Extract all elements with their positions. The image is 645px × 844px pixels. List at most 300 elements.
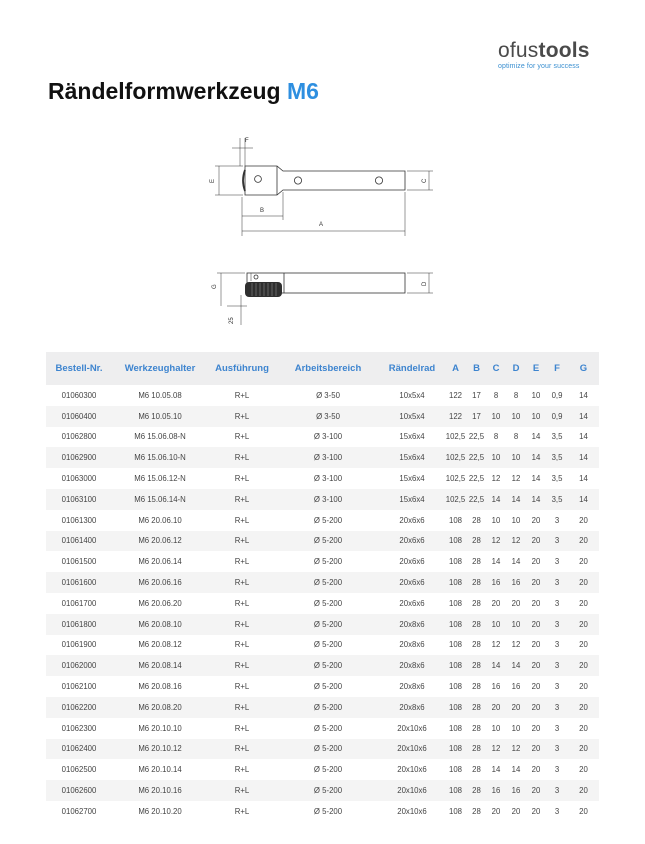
cell-werkzeughalter: M6 15.06.12-N xyxy=(134,474,186,484)
cell-b: 17 xyxy=(472,411,481,421)
cell-bestell-nr: 01063000 xyxy=(61,474,97,484)
cell-raendelrad: 20x8x6 xyxy=(399,640,425,650)
cell-g: 20 xyxy=(579,557,588,567)
cell-raendelrad: 20x10x6 xyxy=(397,723,427,733)
cell-raendelrad: 15x6x4 xyxy=(399,432,425,442)
cell-bestell-nr: 01060300 xyxy=(61,390,97,400)
table-row xyxy=(46,572,599,593)
cell-ausfuehrung: R+L xyxy=(234,744,250,754)
cell-e: 20 xyxy=(531,619,541,629)
table-row xyxy=(46,676,599,697)
cell-g: 20 xyxy=(579,702,588,712)
cell-g: 20 xyxy=(579,765,588,775)
cell-raendelrad: 20x6x6 xyxy=(399,536,425,546)
cell-a: 108 xyxy=(448,619,462,629)
cell-d: 12 xyxy=(511,640,521,650)
cell-bestell-nr: 01061300 xyxy=(61,515,97,525)
cell-arbeitsbereich: Ø 5-200 xyxy=(313,806,343,816)
cell-ausfuehrung: R+L xyxy=(234,786,250,796)
cell-b: 28 xyxy=(472,702,481,712)
table-row xyxy=(46,447,599,468)
cell-g: 14 xyxy=(579,432,588,442)
cell-c: 12 xyxy=(491,474,501,484)
cell-d: 10 xyxy=(511,619,521,629)
cell-g: 20 xyxy=(579,744,588,754)
cell-d: 10 xyxy=(511,411,521,421)
cell-f: 3 xyxy=(554,806,560,816)
table-row xyxy=(46,427,599,448)
cell-e: 20 xyxy=(531,536,541,546)
cell-e: 20 xyxy=(531,515,541,525)
cell-g: 20 xyxy=(579,619,588,629)
cell-arbeitsbereich: Ø 5-200 xyxy=(313,640,343,650)
cell-bestell-nr: 01062600 xyxy=(61,786,97,796)
cell-b: 28 xyxy=(472,723,481,733)
col-header-d: D xyxy=(512,363,520,374)
cell-werkzeughalter: M6 15.06.10-N xyxy=(134,453,186,463)
cell-raendelrad: 20x6x6 xyxy=(399,598,425,608)
cell-b: 28 xyxy=(472,786,481,796)
spec-table-body xyxy=(46,385,599,822)
cell-werkzeughalter: M6 20.08.14 xyxy=(138,661,182,671)
table-row xyxy=(46,759,599,780)
cell-ausfuehrung: R+L xyxy=(234,682,250,692)
cell-f: 3 xyxy=(554,536,560,546)
col-header-raendelrad: Rändelrad xyxy=(388,363,436,374)
cell-e: 14 xyxy=(531,432,541,442)
cell-raendelrad: 10x5x4 xyxy=(399,390,425,400)
table-row xyxy=(46,510,599,531)
cell-arbeitsbereich: Ø 5-200 xyxy=(313,702,343,712)
cell-f: 3,5 xyxy=(551,474,563,484)
col-header-g: G xyxy=(579,363,588,374)
cell-g: 20 xyxy=(579,682,588,692)
cell-e: 20 xyxy=(531,744,541,754)
cell-a: 122 xyxy=(448,411,462,421)
cell-c: 20 xyxy=(491,702,501,712)
cell-c: 20 xyxy=(491,806,501,816)
cell-b: 22,5 xyxy=(468,494,485,504)
cell-werkzeughalter: M6 15.06.08-N xyxy=(134,432,186,442)
cell-c: 10 xyxy=(491,723,501,733)
cell-c: 10 xyxy=(491,619,501,629)
cell-f: 3 xyxy=(554,515,560,525)
cell-a: 108 xyxy=(448,806,462,816)
cell-c: 12 xyxy=(491,744,501,754)
cell-e: 20 xyxy=(531,661,541,671)
cell-f: 3 xyxy=(554,682,560,692)
brand-logo xyxy=(498,40,608,70)
cell-arbeitsbereich: Ø 3-100 xyxy=(313,494,343,504)
cell-arbeitsbereich: Ø 5-200 xyxy=(313,765,343,775)
cell-e: 20 xyxy=(531,682,541,692)
cell-b: 28 xyxy=(472,661,481,671)
cell-b: 22,5 xyxy=(468,453,485,463)
side-view-drawing xyxy=(217,273,433,325)
cell-g: 20 xyxy=(579,536,588,546)
cell-ausfuehrung: R+L xyxy=(234,640,250,650)
cell-bestell-nr: 01060400 xyxy=(61,411,97,421)
cell-raendelrad: 20x6x6 xyxy=(399,557,425,567)
cell-f: 3,5 xyxy=(551,453,563,463)
cell-a: 108 xyxy=(448,515,462,525)
cell-raendelrad: 20x6x6 xyxy=(399,578,425,588)
cell-ausfuehrung: R+L xyxy=(234,557,250,567)
cell-e: 14 xyxy=(531,474,541,484)
cell-c: 8 xyxy=(493,390,499,400)
cell-b: 28 xyxy=(472,744,481,754)
page-title-accent: M6 xyxy=(287,78,319,104)
cell-ausfuehrung: R+L xyxy=(234,515,250,525)
dim-label-e: E xyxy=(210,178,216,183)
cell-f: 3 xyxy=(554,578,560,588)
cell-g: 20 xyxy=(579,598,588,608)
cell-a: 108 xyxy=(448,536,462,546)
cell-f: 3,5 xyxy=(551,432,563,442)
cell-f: 3 xyxy=(554,723,560,733)
cell-ausfuehrung: R+L xyxy=(234,619,250,629)
cell-b: 28 xyxy=(472,806,481,816)
cell-b: 28 xyxy=(472,578,481,588)
cell-raendelrad: 15x6x4 xyxy=(399,453,425,463)
cell-e: 14 xyxy=(531,494,541,504)
cell-g: 20 xyxy=(579,640,588,650)
cell-f: 3 xyxy=(554,598,560,608)
cell-werkzeughalter: M6 20.06.16 xyxy=(138,578,182,588)
cell-arbeitsbereich: Ø 3-50 xyxy=(316,411,340,421)
cell-c: 10 xyxy=(491,453,501,463)
cell-arbeitsbereich: Ø 5-200 xyxy=(313,682,343,692)
cell-c: 14 xyxy=(491,661,501,671)
dim-label-25: 25 xyxy=(229,317,235,324)
cell-arbeitsbereich: Ø 5-200 xyxy=(313,661,343,671)
cell-f: 3 xyxy=(554,744,560,754)
cell-bestell-nr: 01063100 xyxy=(61,494,97,504)
cell-e: 20 xyxy=(531,786,541,796)
cell-werkzeughalter: M6 20.08.12 xyxy=(138,640,182,650)
table-row xyxy=(46,468,599,489)
cell-b: 17 xyxy=(472,390,481,400)
col-header-a: A xyxy=(452,363,459,374)
col-header-bestell-nr: Bestell-Nr. xyxy=(55,363,103,374)
table-row xyxy=(46,697,599,718)
cell-e: 20 xyxy=(531,702,541,712)
cell-arbeitsbereich: Ø 5-200 xyxy=(313,536,343,546)
cell-ausfuehrung: R+L xyxy=(234,702,250,712)
cell-ausfuehrung: R+L xyxy=(234,494,250,504)
table-row xyxy=(46,739,599,760)
cell-ausfuehrung: R+L xyxy=(234,453,250,463)
cell-ausfuehrung: R+L xyxy=(234,723,250,733)
cell-werkzeughalter: M6 20.06.20 xyxy=(138,598,182,608)
cell-d: 10 xyxy=(511,515,521,525)
cell-a: 108 xyxy=(448,682,462,692)
cell-werkzeughalter: M6 20.10.10 xyxy=(138,723,182,733)
cell-b: 28 xyxy=(472,765,481,775)
top-view-drawing xyxy=(215,138,433,236)
cell-bestell-nr: 01062900 xyxy=(61,453,97,463)
cell-a: 122 xyxy=(448,390,462,400)
cell-bestell-nr: 01061800 xyxy=(61,619,97,629)
cell-f: 3 xyxy=(554,557,560,567)
cell-d: 16 xyxy=(511,578,521,588)
cell-arbeitsbereich: Ø 5-200 xyxy=(313,619,343,629)
table-row xyxy=(46,614,599,635)
cell-e: 20 xyxy=(531,723,541,733)
cell-d: 14 xyxy=(511,765,521,775)
cell-ausfuehrung: R+L xyxy=(234,765,250,775)
cell-c: 10 xyxy=(491,515,501,525)
cell-werkzeughalter: M6 15.06.14-N xyxy=(134,494,186,504)
cell-a: 108 xyxy=(448,786,462,796)
cell-c: 16 xyxy=(491,578,501,588)
table-row xyxy=(46,385,599,406)
cell-bestell-nr: 01062000 xyxy=(61,661,97,671)
cell-f: 3 xyxy=(554,640,560,650)
cell-c: 14 xyxy=(491,765,501,775)
cell-g: 14 xyxy=(579,453,588,463)
cell-c: 12 xyxy=(491,536,501,546)
cell-g: 14 xyxy=(579,411,588,421)
logo-text-ofus: ofus xyxy=(498,39,539,62)
cell-werkzeughalter: M6 10.05.10 xyxy=(138,411,182,421)
cell-werkzeughalter: M6 20.08.20 xyxy=(138,702,182,712)
cell-werkzeughalter: M6 20.10.12 xyxy=(138,744,182,754)
cell-g: 14 xyxy=(579,494,588,504)
cell-d: 14 xyxy=(511,494,521,504)
cell-f: 3 xyxy=(554,702,560,712)
cell-arbeitsbereich: Ø 5-200 xyxy=(313,786,343,796)
cell-g: 20 xyxy=(579,515,588,525)
cell-b: 28 xyxy=(472,515,481,525)
col-header-ausfuehrung: Ausführung xyxy=(215,363,269,374)
cell-d: 12 xyxy=(511,744,521,754)
cell-bestell-nr: 01061700 xyxy=(61,598,97,608)
cell-d: 12 xyxy=(511,536,521,546)
cell-f: 3,5 xyxy=(551,494,563,504)
page-title xyxy=(48,78,319,105)
cell-arbeitsbereich: Ø 5-200 xyxy=(313,557,343,567)
cell-raendelrad: 20x8x6 xyxy=(399,702,425,712)
cell-werkzeughalter: M6 20.06.12 xyxy=(138,536,182,546)
col-header-b: B xyxy=(473,363,480,374)
dim-label-g: G xyxy=(212,284,218,289)
col-header-e: E xyxy=(532,363,540,374)
cell-d: 8 xyxy=(513,432,519,442)
cell-bestell-nr: 01061400 xyxy=(61,536,97,546)
table-row xyxy=(46,551,599,572)
cell-c: 14 xyxy=(491,494,501,504)
cell-raendelrad: 15x6x4 xyxy=(399,494,425,504)
cell-a: 102,5 xyxy=(445,432,466,442)
cell-arbeitsbereich: Ø 3-100 xyxy=(313,453,343,463)
cell-a: 108 xyxy=(448,661,462,671)
cell-werkzeughalter: M6 10.05.08 xyxy=(138,390,182,400)
spec-table xyxy=(46,352,599,822)
cell-bestell-nr: 01061500 xyxy=(61,557,97,567)
cell-f: 3 xyxy=(554,619,560,629)
dim-label-b: B xyxy=(260,208,265,214)
cell-g: 14 xyxy=(579,390,588,400)
cell-bestell-nr: 01062300 xyxy=(61,723,97,733)
cell-a: 108 xyxy=(448,723,462,733)
cell-werkzeughalter: M6 20.08.16 xyxy=(138,682,182,692)
cell-raendelrad: 20x8x6 xyxy=(399,619,425,629)
cell-g: 14 xyxy=(579,474,588,484)
cell-ausfuehrung: R+L xyxy=(234,411,250,421)
cell-raendelrad: 20x8x6 xyxy=(399,682,425,692)
table-row xyxy=(46,655,599,676)
cell-d: 16 xyxy=(511,786,521,796)
cell-ausfuehrung: R+L xyxy=(234,661,250,671)
cell-a: 108 xyxy=(448,598,462,608)
cell-bestell-nr: 01062400 xyxy=(61,744,97,754)
cell-d: 20 xyxy=(511,806,521,816)
table-row xyxy=(46,801,599,822)
cell-c: 12 xyxy=(491,640,501,650)
logo-text-tools: tools xyxy=(538,39,590,62)
cell-d: 10 xyxy=(511,453,521,463)
cell-raendelrad: 20x10x6 xyxy=(397,744,427,754)
cell-arbeitsbereich: Ø 5-200 xyxy=(313,598,343,608)
cell-c: 10 xyxy=(491,411,501,421)
cell-werkzeughalter: M6 20.06.14 xyxy=(138,557,182,567)
cell-e: 20 xyxy=(531,765,541,775)
cell-raendelrad: 15x6x4 xyxy=(399,474,425,484)
spec-table-header xyxy=(46,352,599,385)
cell-e: 10 xyxy=(531,411,541,421)
cell-g: 20 xyxy=(579,723,588,733)
cell-d: 20 xyxy=(511,702,521,712)
cell-a: 108 xyxy=(448,765,462,775)
cell-d: 20 xyxy=(511,598,521,608)
cell-werkzeughalter: M6 20.10.14 xyxy=(138,765,182,775)
dim-label-d: D xyxy=(422,281,428,286)
table-row xyxy=(46,718,599,739)
cell-raendelrad: 20x10x6 xyxy=(397,765,427,775)
col-header-arbeitsbereich: Arbeitsbereich xyxy=(294,363,362,374)
table-row xyxy=(46,531,599,552)
cell-a: 108 xyxy=(448,578,462,588)
col-header-c: C xyxy=(492,363,500,374)
knurl-wheel xyxy=(245,282,282,297)
logo-tagline: optimize for your success xyxy=(498,63,580,70)
table-row xyxy=(46,489,599,510)
cell-werkzeughalter: M6 20.06.10 xyxy=(138,515,182,525)
cell-e: 20 xyxy=(531,598,541,608)
table-row xyxy=(46,635,599,656)
technical-drawing xyxy=(195,130,445,335)
cell-bestell-nr: 01062200 xyxy=(61,702,97,712)
cell-b: 28 xyxy=(472,536,481,546)
cell-ausfuehrung: R+L xyxy=(234,806,250,816)
cell-f: 3 xyxy=(554,786,560,796)
cell-b: 22,5 xyxy=(468,432,485,442)
cell-e: 20 xyxy=(531,640,541,650)
cell-b: 28 xyxy=(472,640,481,650)
cell-ausfuehrung: R+L xyxy=(234,390,250,400)
cell-e: 20 xyxy=(531,557,541,567)
cell-e: 10 xyxy=(531,390,541,400)
cell-bestell-nr: 01061600 xyxy=(61,578,97,588)
cell-a: 108 xyxy=(448,640,462,650)
cell-raendelrad: 20x10x6 xyxy=(397,806,427,816)
cell-b: 28 xyxy=(472,557,481,567)
table-row xyxy=(46,406,599,427)
cell-b: 28 xyxy=(472,619,481,629)
cell-arbeitsbereich: Ø 5-200 xyxy=(313,578,343,588)
cell-ausfuehrung: R+L xyxy=(234,432,250,442)
cell-arbeitsbereich: Ø 3-100 xyxy=(313,474,343,484)
cell-a: 102,5 xyxy=(445,474,466,484)
cell-f: 0,9 xyxy=(551,411,563,421)
cell-arbeitsbereich: Ø 5-200 xyxy=(313,515,343,525)
cell-d: 14 xyxy=(511,661,521,671)
cell-a: 102,5 xyxy=(445,494,466,504)
page-title-main: Rändelformwerkzeug xyxy=(48,78,281,104)
cell-arbeitsbereich: Ø 3-100 xyxy=(313,432,343,442)
cell-e: 20 xyxy=(531,806,541,816)
cell-c: 16 xyxy=(491,682,501,692)
dim-label-c: C xyxy=(422,178,428,183)
cell-ausfuehrung: R+L xyxy=(234,536,250,546)
cell-b: 22,5 xyxy=(468,474,485,484)
cell-g: 20 xyxy=(579,661,588,671)
cell-a: 108 xyxy=(448,702,462,712)
cell-raendelrad: 10x5x4 xyxy=(399,411,425,421)
cell-bestell-nr: 01061900 xyxy=(61,640,97,650)
cell-werkzeughalter: M6 20.10.20 xyxy=(138,806,182,816)
cell-f: 3 xyxy=(554,661,560,671)
cell-bestell-nr: 01062800 xyxy=(61,432,97,442)
cell-bestell-nr: 01062500 xyxy=(61,765,97,775)
cell-werkzeughalter: M6 20.08.10 xyxy=(138,619,182,629)
cell-arbeitsbereich: Ø 5-200 xyxy=(313,723,343,733)
dim-label-a: A xyxy=(319,222,324,228)
cell-b: 28 xyxy=(472,598,481,608)
cell-raendelrad: 20x6x6 xyxy=(399,515,425,525)
cell-ausfuehrung: R+L xyxy=(234,598,250,608)
table-row xyxy=(46,780,599,801)
cell-arbeitsbereich: Ø 3-50 xyxy=(316,390,340,400)
cell-werkzeughalter: M6 20.10.16 xyxy=(138,786,182,796)
cell-g: 20 xyxy=(579,806,588,816)
cell-ausfuehrung: R+L xyxy=(234,474,250,484)
cell-b: 28 xyxy=(472,682,481,692)
cell-g: 20 xyxy=(579,578,588,588)
cell-a: 108 xyxy=(448,744,462,754)
cell-d: 14 xyxy=(511,557,521,567)
cell-raendelrad: 20x8x6 xyxy=(399,661,425,671)
cell-f: 3 xyxy=(554,765,560,775)
cell-raendelrad: 20x10x6 xyxy=(397,786,427,796)
cell-d: 16 xyxy=(511,682,521,692)
table-row xyxy=(46,593,599,614)
col-header-f: F xyxy=(554,363,560,374)
cell-d: 8 xyxy=(513,390,519,400)
cell-d: 10 xyxy=(511,723,521,733)
cell-a: 102,5 xyxy=(445,453,466,463)
cell-arbeitsbereich: Ø 5-200 xyxy=(313,744,343,754)
col-header-werkzeughalter: Werkzeughalter xyxy=(124,363,196,374)
cell-ausfuehrung: R+L xyxy=(234,578,250,588)
dim-label-f: F xyxy=(245,138,249,144)
cell-c: 14 xyxy=(491,557,501,567)
cell-e: 14 xyxy=(531,453,541,463)
cell-g: 20 xyxy=(579,786,588,796)
cell-c: 16 xyxy=(491,786,501,796)
cell-c: 20 xyxy=(491,598,501,608)
